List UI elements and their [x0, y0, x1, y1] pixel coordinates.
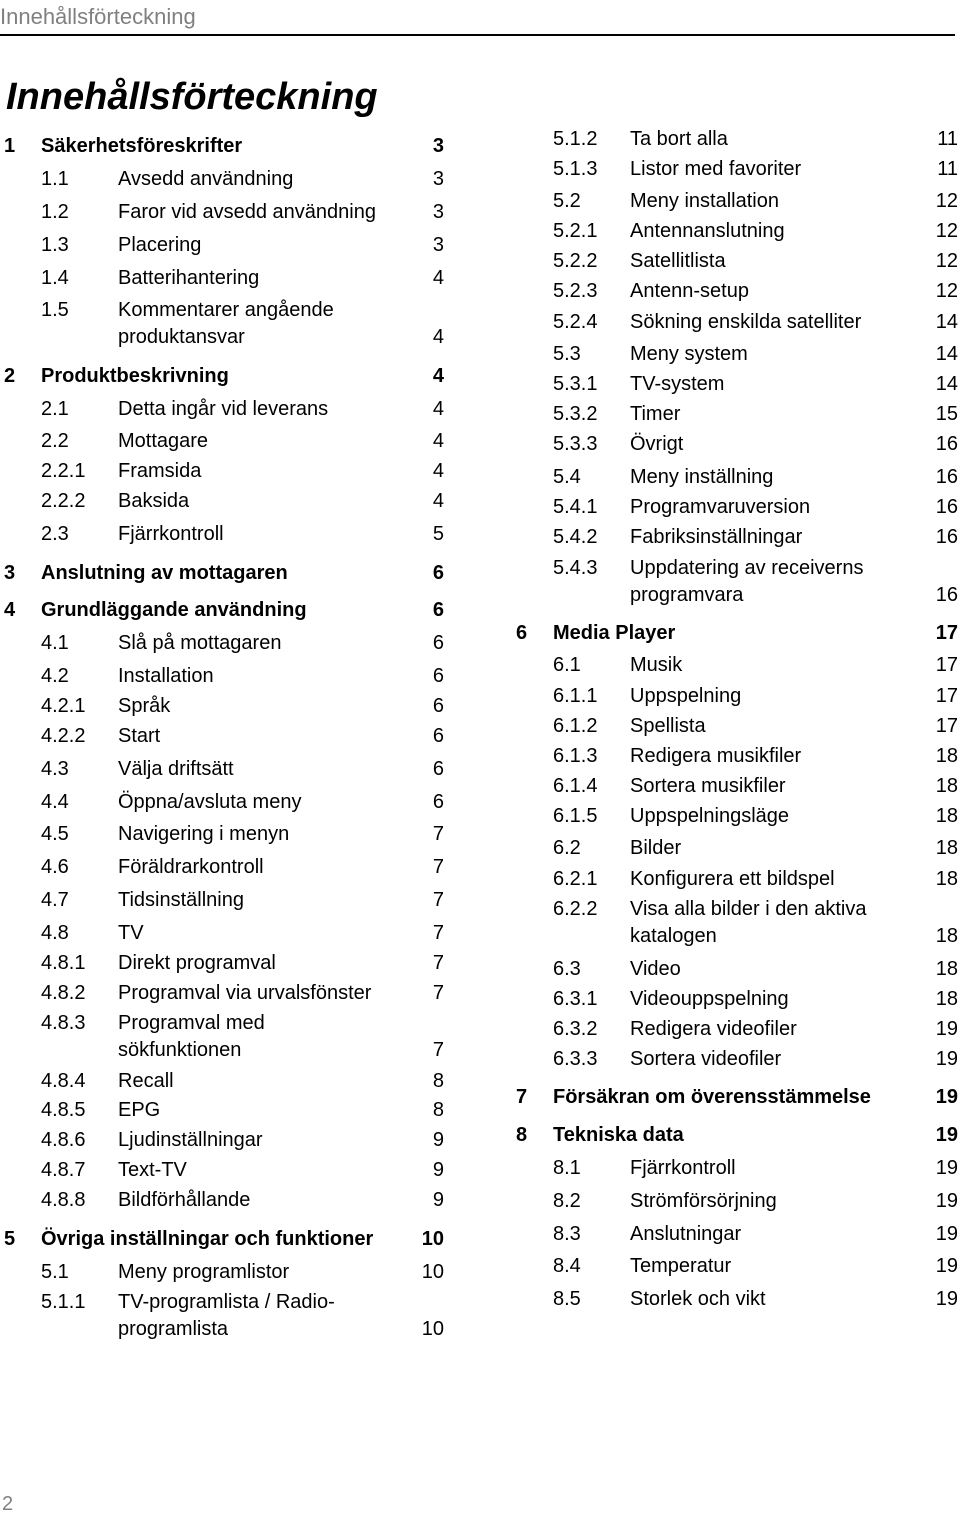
toc-entry-page: 9: [432, 1189, 444, 1211]
toc-entry-label: [118, 854, 264, 881]
toc-entry-number: 5.2.2: [553, 250, 598, 272]
toc-entry-label: [630, 464, 773, 491]
toc-entry-label-text: Strömförsörjning: [630, 1190, 777, 1212]
toc-entry-label: [118, 693, 170, 720]
toc-entry-label: [630, 866, 835, 893]
toc-entry-label: [118, 1010, 265, 1064]
toc-entry-page: 17: [935, 715, 958, 737]
toc-entry-number: 8.1: [553, 1157, 581, 1179]
toc-entry-label: [118, 488, 189, 515]
toc-entry-label: [118, 199, 376, 226]
toc-entry-label-text: Anslutningar: [630, 1223, 742, 1245]
toc-entry-label-text: Framsida: [118, 460, 202, 482]
toc-entry-page: 12: [935, 220, 958, 242]
toc-entry-label-text: TV: [118, 922, 144, 944]
toc-entry-label-text: Uppspelningsläge: [630, 805, 790, 827]
toc-entry-label: [630, 1046, 781, 1073]
toc-entry-number: 5.1.1: [41, 1291, 86, 1313]
toc-entry-page: 19: [935, 1255, 958, 1277]
toc-entry-label-text: Slå på mottagaren: [118, 632, 282, 654]
toc-entry-label-text: Satellitlista: [630, 250, 726, 272]
toc-entry-label-text: Start: [118, 725, 161, 747]
toc-entry-label-text: Bildförhållande: [118, 1189, 251, 1211]
toc-entry-label-text: Välja driftsätt: [118, 758, 234, 780]
toc-entry-page: 6: [432, 562, 444, 584]
toc-entry-label-text: Batterihantering: [118, 267, 260, 289]
toc-entry-page: 18: [935, 868, 958, 890]
toc-entry-label-text: Temperatur: [630, 1255, 732, 1277]
toc-entry-label-text: Programval med: [118, 1012, 265, 1034]
toc-entry-page: 16: [935, 584, 958, 606]
toc-entry-label-text: Övriga inställningar och funktioner: [41, 1228, 374, 1250]
toc-entry-number: 4.8.6: [41, 1129, 86, 1151]
toc-entry-label: [118, 396, 328, 423]
toc-entry-page: 7: [432, 823, 444, 845]
toc-entry-number: 4.6: [41, 856, 69, 878]
toc-entry-label: [41, 1226, 373, 1253]
toc-entry-page: 16: [935, 433, 958, 455]
toc-entry-number: 8.4: [553, 1255, 581, 1277]
toc-entry-page: 19: [935, 1190, 958, 1212]
toc-entry-label: [118, 1259, 289, 1286]
toc-entry-page: 19: [935, 1086, 958, 1108]
toc-entry-label-text: Meny installation: [630, 190, 779, 212]
toc-entry-label: [630, 555, 863, 609]
toc-entry-label-text: TV-programlista / Radio-: [118, 1291, 335, 1313]
toc-entry-number: 1.5: [41, 299, 69, 321]
toc-entry-number: 4.8.2: [41, 982, 86, 1004]
toc-entry-label-text: Försäkran om överensstämmelse: [553, 1086, 871, 1108]
toc-entry-page: 18: [935, 925, 958, 947]
toc-entry-label: [630, 278, 749, 305]
toc-entry-label: [630, 652, 682, 679]
toc-entry-number: 4: [4, 599, 16, 621]
toc-entry-page: 8: [432, 1070, 444, 1092]
toc-entry-number: 4.8: [41, 922, 69, 944]
toc-entry-number: 5.1.3: [553, 158, 598, 180]
toc-entry-number: 6.1: [553, 654, 581, 676]
toc-entry-page: 19: [935, 1157, 958, 1179]
toc-entry-number: 5.3: [553, 343, 581, 365]
toc-entry-label-text: Listor med favoriter: [630, 158, 802, 180]
toc-entry-page: 6: [432, 791, 444, 813]
toc-entry-page: 15: [935, 403, 958, 425]
toc-entry-label-text: Fabriksinställningar: [630, 526, 803, 548]
toc-entry-page: 3: [432, 234, 444, 256]
toc-entry-number: 8.3: [553, 1223, 581, 1245]
toc-entry-label: [41, 560, 288, 587]
toc-entry-number: 2.2: [41, 430, 69, 452]
toc-entry-page: 12: [935, 280, 958, 302]
toc-entry-label-text: Sökning enskilda satelliter: [630, 311, 862, 333]
toc-entry-page: 5: [432, 523, 444, 545]
toc-entry-page: 17: [935, 685, 958, 707]
toc-entry-label-text: Visa alla bilder i den aktiva: [630, 898, 867, 920]
toc-entry-label-continuation: produktansvar: [118, 326, 245, 348]
toc-entry-page: 4: [432, 460, 444, 482]
toc-entry-label: [630, 1286, 766, 1313]
toc-entry-label-text: Konfigurera ett bildspel: [630, 868, 835, 890]
toc-entry-label: [118, 297, 334, 351]
toc-entry-label-continuation: programvara: [630, 584, 744, 606]
toc-entry-label: [118, 265, 259, 292]
toc-entry-number: 5.2.1: [553, 220, 598, 242]
toc-entry-number: 2.1: [41, 398, 69, 420]
toc-entry-label: [118, 1157, 187, 1184]
toc-entry-label: [553, 1084, 871, 1111]
toc-entry-label-text: Meny inställning: [630, 466, 774, 488]
toc-entry-label-text: TV-system: [630, 373, 725, 395]
toc-entry-number: 4.8.1: [41, 952, 86, 974]
toc-entry-page: 19: [935, 1124, 958, 1146]
toc-entry-label: [630, 431, 683, 458]
toc-entry-label-text: EPG: [118, 1099, 161, 1121]
header-rule: [0, 34, 955, 36]
toc-entry-page: 10: [421, 1261, 444, 1283]
toc-entry-page: 16: [935, 526, 958, 548]
toc-entry-label: [630, 835, 681, 862]
toc-entry-page: 7: [432, 889, 444, 911]
toc-entry-label: [118, 630, 281, 657]
toc-entry-number: 5.3.3: [553, 433, 598, 455]
toc-entry-page: 18: [935, 745, 958, 767]
toc-entry-label: [630, 494, 810, 521]
toc-entry-page: 7: [432, 982, 444, 1004]
toc-entry-label-text: Videouppspelning: [630, 988, 789, 1010]
toc-entry-number: 5.2: [553, 190, 581, 212]
toc-entry-label-text: Installation: [118, 665, 214, 687]
toc-entry-label-text: Faror vid avsedd användning: [118, 201, 376, 223]
toc-entry-page: 14: [935, 373, 958, 395]
toc-entry-number: 4.8.7: [41, 1159, 86, 1181]
toc-entry-label-continuation: sökfunktionen: [118, 1039, 242, 1061]
toc-entry-number: 4.7: [41, 889, 69, 911]
toc-entry-page: 7: [432, 856, 444, 878]
toc-entry-label: [630, 803, 789, 830]
toc-entry-number: 5.1.2: [553, 128, 598, 150]
toc-entry-label: [630, 773, 786, 800]
toc-entry-number: 8.5: [553, 1288, 581, 1310]
toc-entry-number: 6: [516, 622, 528, 644]
toc-entry-label: [630, 309, 861, 336]
toc-entry-number: 6.1.1: [553, 685, 598, 707]
toc-entry-label: [630, 713, 706, 740]
toc-entry-label: [630, 1253, 731, 1280]
toc-entry-page: 6: [432, 695, 444, 717]
toc-entry-label: [630, 126, 728, 153]
toc-entry-label-text: Meny programlistor: [118, 1261, 290, 1283]
toc-entry-label: [630, 524, 802, 551]
toc-entry-label-text: Video: [630, 958, 681, 980]
toc-entry-label: [630, 156, 801, 183]
toc-entry-label: [630, 1188, 777, 1215]
toc-entry-label: [118, 756, 234, 783]
toc-entry-page: 10: [421, 1228, 444, 1250]
toc-entry-number: 5.1: [41, 1261, 69, 1283]
toc-entry-page: 19: [935, 1223, 958, 1245]
toc-entry-number: 5.4: [553, 466, 581, 488]
toc-entry-label-text: Föräldrarkontroll: [118, 856, 264, 878]
toc-entry-number: 4.8.5: [41, 1099, 86, 1121]
toc-entry-label-text: Navigering i menyn: [118, 823, 290, 845]
toc-entry-label: [553, 620, 675, 647]
toc-entry-page: 16: [935, 496, 958, 518]
toc-entry-page: 4: [432, 430, 444, 452]
toc-entry-label: [630, 896, 866, 950]
toc-entry-label-text: Text-TV: [118, 1159, 187, 1181]
toc-entry-label-text: Grundläggande användning: [41, 599, 307, 621]
toc-entry-page: 6: [432, 725, 444, 747]
page-title: Innehållsförteckning: [6, 76, 378, 118]
toc-entry-page: 7: [432, 922, 444, 944]
toc-entry-label-text: Antennanslutning: [630, 220, 785, 242]
toc-entry-number: 6.3.1: [553, 988, 598, 1010]
toc-entry-label-text: Öppna/avsluta meny: [118, 791, 302, 813]
toc-entry-number: 1.1: [41, 168, 69, 190]
toc-entry-label: [118, 428, 208, 455]
toc-entry-page: 4: [432, 326, 444, 348]
toc-entry-page: 7: [432, 952, 444, 974]
toc-entry-label: [630, 218, 785, 245]
toc-entry-page: 16: [935, 466, 958, 488]
toc-entry-label: [630, 1016, 797, 1043]
toc-entry-label: [630, 341, 748, 368]
toc-entry-label: [118, 1187, 250, 1214]
toc-entry-number: 2: [4, 365, 16, 387]
toc-entry-label: [118, 723, 160, 750]
toc-entry-label: [41, 597, 307, 624]
toc-entry-page: 3: [432, 168, 444, 190]
toc-entry-label: [630, 683, 741, 710]
toc-entry-label: [630, 248, 726, 275]
toc-entry-number: 5.4.1: [553, 496, 598, 518]
toc-entry-number: 5: [4, 1228, 16, 1250]
toc-entry-number: 4.1: [41, 632, 69, 654]
toc-entry-page: 12: [935, 250, 958, 272]
running-header: Innehållsförteckning: [0, 4, 196, 29]
toc-entry-label-text: Redigera musikfiler: [630, 745, 802, 767]
toc-entry-page: 4: [432, 267, 444, 289]
toc-entry-number: 3: [4, 562, 16, 584]
toc-entry-number: 5.3.2: [553, 403, 598, 425]
toc-entry-label-text: Direkt programval: [118, 952, 276, 974]
toc-entry-number: 4.8.3: [41, 1012, 86, 1034]
toc-entry-label-text: Tekniska data: [553, 1124, 684, 1146]
toc-entry-label-text: Språk: [118, 695, 171, 717]
toc-entry-number: 6.2.1: [553, 868, 598, 890]
toc-entry-label-text: Programvaruversion: [630, 496, 811, 518]
toc-entry-label: [630, 986, 789, 1013]
toc-entry-page: 18: [935, 805, 958, 827]
toc-entry-page: 6: [432, 599, 444, 621]
toc-entry-label-text: Anslutning av mottagaren: [41, 562, 288, 584]
toc-entry-page: 11: [937, 128, 958, 150]
toc-entry-label: [118, 1127, 263, 1154]
toc-entry-label: [553, 1122, 684, 1149]
toc-entry-number: 5.3.1: [553, 373, 598, 395]
toc-entry-number: 1.3: [41, 234, 69, 256]
toc-entry-page: 6: [432, 758, 444, 780]
toc-entry-number: 2.3: [41, 523, 69, 545]
toc-entry-label-text: Meny system: [630, 343, 748, 365]
toc-entry-page: 19: [935, 1288, 958, 1310]
toc-entry-page: 4: [432, 490, 444, 512]
toc-entry-number: 6.1.4: [553, 775, 598, 797]
toc-entry-label-text: Recall: [118, 1070, 174, 1092]
toc-entry-page: 18: [935, 958, 958, 980]
toc-entry-number: 7: [516, 1086, 528, 1108]
toc-entry-label: [118, 232, 201, 259]
toc-entry-number: 8.2: [553, 1190, 581, 1212]
toc-entry-label: [118, 458, 201, 485]
toc-entry-label: [630, 743, 801, 770]
toc-entry-label-text: Mottagare: [118, 430, 209, 452]
toc-entry-label-continuation: katalogen: [630, 925, 717, 947]
toc-entry-label: [41, 363, 229, 390]
toc-entry-page: 4: [432, 398, 444, 420]
toc-entry-label-text: Placering: [118, 234, 202, 256]
toc-entry-page: 18: [935, 988, 958, 1010]
toc-entry-page: 17: [935, 622, 958, 644]
toc-entry-number: 4.2.1: [41, 695, 86, 717]
toc-entry-label-text: Storlek och vikt: [630, 1288, 766, 1310]
toc-entry-page: 4: [432, 365, 444, 387]
toc-entry-number: 6.1.3: [553, 745, 598, 767]
toc-entry-label: [118, 789, 301, 816]
toc-entry-number: 5.4.2: [553, 526, 598, 548]
toc-entry-number: 6.3.2: [553, 1018, 598, 1040]
toc-entry-label-text: Musik: [630, 654, 683, 676]
toc-entry-label: [118, 821, 289, 848]
toc-entry-label-text: Programval via urvalsfönster: [118, 982, 372, 1004]
toc-entry-number: 4.3: [41, 758, 69, 780]
toc-entry-page: 9: [432, 1159, 444, 1181]
toc-entry-label-text: Detta ingår vid leverans: [118, 398, 329, 420]
toc-entry-number: 6.3.3: [553, 1048, 598, 1070]
toc-entry-label-text: Ta bort alla: [630, 128, 728, 150]
toc-entry-label-text: Sortera musikfiler: [630, 775, 786, 797]
toc-entry-page: 19: [935, 1048, 958, 1070]
toc-entry-label-text: Ljudinställningar: [118, 1129, 263, 1151]
toc-entry-number: 4.2.2: [41, 725, 86, 747]
toc-entry-label-text: Spellista: [630, 715, 706, 737]
toc-entry-number: 4.2: [41, 665, 69, 687]
toc-entry-label: [630, 956, 681, 983]
toc-entry-label: [630, 401, 680, 428]
toc-entry-label-text: Uppspelning: [630, 685, 742, 707]
toc-entry-page: 3: [432, 201, 444, 223]
toc-entry-number: 5.2.4: [553, 311, 598, 333]
toc-entry-label: [118, 950, 276, 977]
toc-entry-label-text: Bilder: [630, 837, 682, 859]
toc-entry-label: [118, 663, 214, 690]
toc-entry-number: 5.4.3: [553, 557, 598, 579]
toc-entry-page: 14: [935, 343, 958, 365]
toc-entry-page: 7: [432, 1039, 444, 1061]
toc-entry-number: 5.2.3: [553, 280, 598, 302]
toc-entry-number: 1.2: [41, 201, 69, 223]
toc-entry-number: 2.2.2: [41, 490, 86, 512]
toc-entry-page: 11: [937, 158, 958, 180]
toc-entry-number: 4.8.8: [41, 1189, 86, 1211]
toc-entry-label: [118, 980, 371, 1007]
toc-entry-number: 4.5: [41, 823, 69, 845]
page-number: 2: [2, 1493, 14, 1515]
toc-entry-page: 19: [935, 1018, 958, 1040]
toc-entry-label: [118, 1068, 174, 1095]
toc-entry-page: 18: [935, 837, 958, 859]
toc-entry-label-text: Sortera videofiler: [630, 1048, 782, 1070]
toc-entry-label-text: Baksida: [118, 490, 190, 512]
toc-entry-label: [41, 133, 242, 160]
toc-entry-label-text: Produktbeskrivning: [41, 365, 229, 387]
toc-entry-label-text: Avsedd användning: [118, 168, 294, 190]
toc-entry-label-text: Kommentarer angående: [118, 299, 334, 321]
toc-entry-page: 8: [432, 1099, 444, 1121]
toc-entry-number: 6.3: [553, 958, 581, 980]
toc-entry-label: [118, 166, 293, 193]
toc-entry-label-text: Uppdatering av receiverns: [630, 557, 864, 579]
toc-entry-number: 8: [516, 1124, 528, 1146]
toc-entry-label: [118, 920, 144, 947]
toc-entry-number: 2.2.1: [41, 460, 86, 482]
toc-entry-label-text: Fjärrkontroll: [118, 523, 224, 545]
toc-entry-label: [118, 1289, 335, 1343]
toc-entry-label-text: Övrigt: [630, 433, 684, 455]
toc-entry-label: [630, 371, 724, 398]
toc-entry-number: 6.1.5: [553, 805, 598, 827]
toc-entry-label-continuation: programlista: [118, 1318, 229, 1340]
toc-entry-page: 12: [935, 190, 958, 212]
toc-entry-number: 4.8.4: [41, 1070, 86, 1092]
toc-entry-number: 6.2: [553, 837, 581, 859]
toc-entry-page: 6: [432, 665, 444, 687]
toc-entry-page: 18: [935, 775, 958, 797]
toc-entry-page: 14: [935, 311, 958, 333]
toc-entry-label: [118, 887, 244, 914]
toc-entry-page: 9: [432, 1129, 444, 1151]
toc-entry-number: 6.2.2: [553, 898, 598, 920]
toc-entry-number: 6.1.2: [553, 715, 598, 737]
toc-entry-label-text: Media Player: [553, 622, 676, 644]
toc-entry-number: 1: [4, 135, 16, 157]
toc-entry-page: 6: [432, 632, 444, 654]
toc-entry-label: [630, 1155, 736, 1182]
toc-entry-page: 3: [432, 135, 444, 157]
toc-entry-label-text: Tidsinställning: [118, 889, 244, 911]
toc-entry-label: [118, 521, 224, 548]
toc-entry-label: [630, 188, 779, 215]
toc-entry-label-text: Säkerhetsföreskrifter: [41, 135, 243, 157]
toc-entry-number: 1.4: [41, 267, 69, 289]
toc-entry-label-text: Antenn-setup: [630, 280, 749, 302]
toc-entry-label: [118, 1097, 160, 1124]
toc-entry-label-text: Fjärrkontroll: [630, 1157, 736, 1179]
toc-entry-page: 17: [935, 654, 958, 676]
toc-entry-label: [630, 1221, 741, 1248]
toc-entry-label-text: Redigera videofiler: [630, 1018, 797, 1040]
toc-entry-page: 10: [421, 1318, 444, 1340]
toc-entry-number: 4.4: [41, 791, 69, 813]
toc-entry-label-text: Timer: [630, 403, 681, 425]
